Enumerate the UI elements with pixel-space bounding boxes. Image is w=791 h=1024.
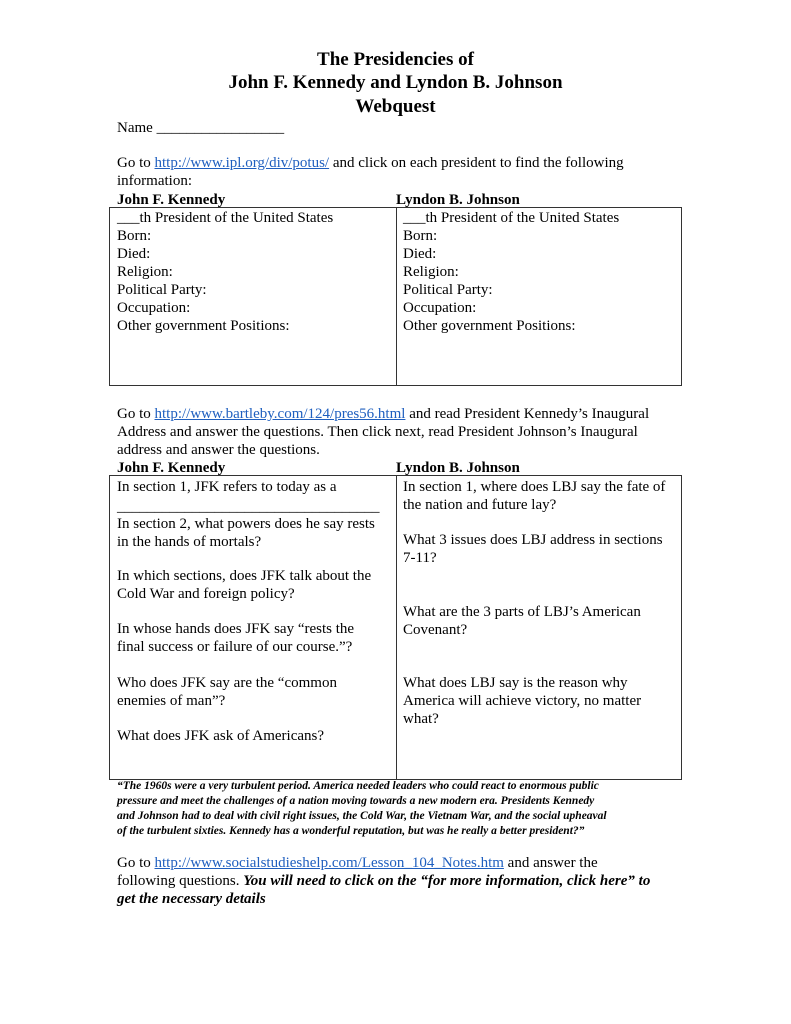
title-line-2: John F. Kennedy and Lyndon B. Johnson <box>228 72 563 93</box>
bartleby-link[interactable]: http://www.bartleby.com/124/pres56.html <box>154 406 406 422</box>
lbj-q1-line2: the nation and future lay? <box>403 497 557 513</box>
section3-line3: get the necessary details <box>117 891 266 907</box>
jfk-question-3[interactable] <box>117 567 371 603</box>
section1-intro <box>117 154 624 172</box>
jfk-field-died: Died: <box>117 246 151 262</box>
lbj-question-3[interactable] <box>403 603 641 639</box>
lbj-field-occupation: Occupation: <box>403 300 477 316</box>
section3-intro-prefix: Go to <box>117 855 155 871</box>
section2-intro <box>117 405 649 423</box>
jfk-q2-line2: in the hands of mortals? <box>117 534 262 550</box>
jfk-q3-line1: In which sections, does JFK talk about the <box>117 568 372 584</box>
section1-intro-suffix: and click on each president to find the following <box>329 155 624 171</box>
lbj-question-1[interactable] <box>403 478 665 514</box>
table-divider <box>396 476 397 779</box>
lbj-field-born: Born: <box>403 228 438 244</box>
lbj-field-other-positions: Other government Positions: <box>403 318 576 334</box>
section3-line2-plain: following questions. <box>117 873 244 889</box>
inaugural-questions-table <box>109 475 682 780</box>
lbj-field-died: Died: <box>403 246 437 262</box>
jfk-field-other-positions: Other government Positions: <box>117 318 290 334</box>
lbj-q3-line2: Covenant? <box>403 622 468 638</box>
section3-line1 <box>117 854 687 872</box>
jfk-q6-line1: What does JFK ask of Americans? <box>117 728 325 744</box>
section2-intro-line2: Address and answer the questions. Then click next, read President Johnson’s Inaugural <box>117 424 638 440</box>
jfk-q3-line2: Cold War and foreign policy? <box>117 586 295 602</box>
title-line-1: The Presidencies of <box>317 49 474 70</box>
jfk-field-religion: Religion: <box>117 264 173 280</box>
jfk-question-6[interactable] <box>117 727 324 745</box>
section3-line2-bold: You will need to click on the “for more information, click here” to <box>243 873 651 889</box>
section1-intro-prefix: Go to <box>117 155 155 171</box>
lbj-question-2[interactable] <box>403 531 663 567</box>
quote-line-3: and Johnson had to deal with civil right issues, the Cold War, the Vietnam War, and the social upheaval <box>117 810 607 822</box>
jfk-q4-line2: final success or failure of our course.”? <box>117 639 353 655</box>
lbj-field-religion: Religion: <box>403 264 459 280</box>
section1-jfk-heading: John F. Kennedy <box>117 192 226 208</box>
jfk-q1-line1: In section 1, JFK refers to today as a <box>117 479 337 495</box>
section2-intro-prefix: Go to <box>117 406 155 422</box>
jfk-field-president-number: ___th President of the United States <box>117 210 334 226</box>
lbj-field-president-number: ___th President of the United States <box>403 210 620 226</box>
jfk-question-2[interactable] <box>117 515 375 551</box>
section3-intro-suffix: and answer the <box>503 855 598 871</box>
ipl-potus-link[interactable]: http://www.ipl.org/div/potus/ <box>154 155 330 171</box>
section2-jfk-heading: John F. Kennedy <box>117 460 226 476</box>
lbj-q1-line1: In section 1, where does LBJ say the fate of <box>403 479 666 495</box>
socialstudieshelp-link[interactable]: http://www.socialstudieshelp.com/Lesson_104_Notes.htm <box>154 855 504 871</box>
jfk-q5-line1: Who does JFK say are the “common <box>117 675 337 691</box>
section2-lbj-heading: Lyndon B. Johnson <box>396 460 520 476</box>
jfk-field-party: Political Party: <box>117 282 207 298</box>
section2-intro-line3: address and answer the questions. <box>117 442 320 458</box>
jfk-q5-line2: enemies of man”? <box>117 693 226 709</box>
quote-line-1: “The 1960s were a very turbulent period. America needed leaders who could react to enormous public <box>117 780 599 792</box>
lbj-field-party: Political Party: <box>403 282 493 298</box>
lbj-q4-line1: What does LBJ say is the reason why <box>403 675 628 691</box>
jfk-field-born: Born: <box>117 228 152 244</box>
lbj-q3-line1: What are the 3 parts of LBJ’s American <box>403 604 641 620</box>
lbj-q4-line3: what? <box>403 711 439 727</box>
jfk-question-5[interactable] <box>117 674 337 710</box>
quote-line-4: of the turbulent sixties. Kennedy has a wonderful reputation, but was he really a better president?” <box>117 825 585 837</box>
title-line-3: Webquest <box>355 96 436 117</box>
lbj-question-4[interactable] <box>403 674 641 728</box>
jfk-q4-line1: In whose hands does JFK say “rests the <box>117 621 355 637</box>
section1-lbj-heading: Lyndon B. Johnson <box>396 192 520 208</box>
jfk-question-4[interactable] <box>117 620 354 656</box>
section2-intro-suffix: and read President Kennedy’s Inaugural <box>405 406 650 422</box>
jfk-q1-blank: ___________________________________ <box>117 499 380 515</box>
table-divider <box>396 208 397 385</box>
lbj-q2-line1: What 3 issues does LBJ address in sections <box>403 532 663 548</box>
lbj-info-cell[interactable] <box>403 209 619 335</box>
lbj-q2-line2: 7-11? <box>403 550 437 566</box>
section3-line2 <box>117 872 687 890</box>
jfk-question-1[interactable] <box>117 478 380 516</box>
jfk-field-occupation: Occupation: <box>117 300 191 316</box>
name-field[interactable]: Name _________________ <box>117 120 285 136</box>
president-info-table <box>109 207 682 386</box>
jfk-info-cell[interactable] <box>117 209 333 335</box>
section1-intro-line2: information: <box>117 173 192 189</box>
section3-instructions <box>117 854 687 908</box>
historical-quote <box>117 779 687 839</box>
jfk-q2-line1: In section 2, what powers does he say rests <box>117 516 375 532</box>
quote-line-2: pressure and meet the challenges of a nation moving towards a new modern era. Presidents Kennedy <box>117 795 595 807</box>
lbj-q4-line2: America will achieve victory, no matter <box>403 693 642 709</box>
